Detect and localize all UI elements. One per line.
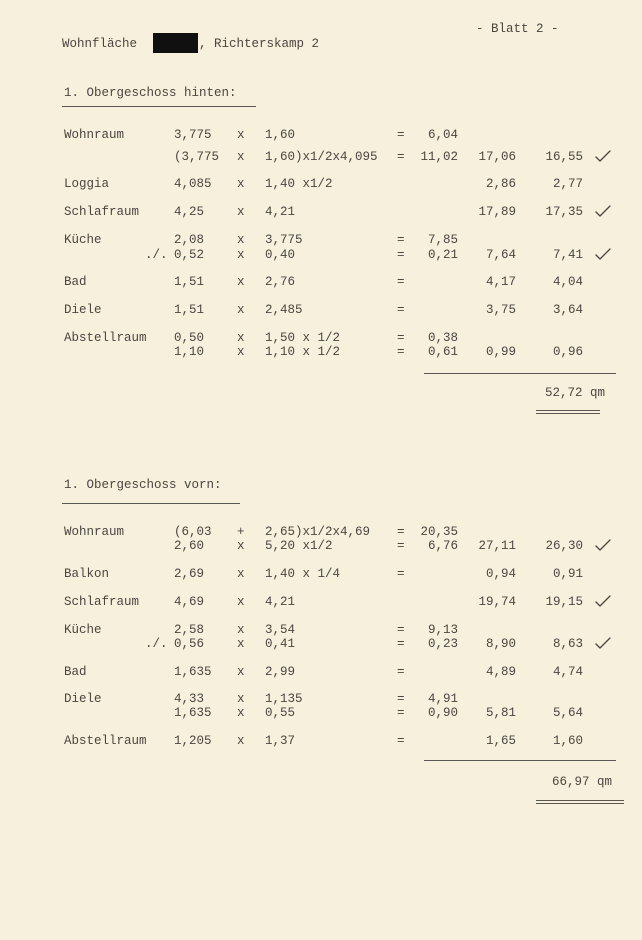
dimension-b: 1,60: [265, 128, 296, 142]
room-name: Küche: [64, 233, 102, 247]
checkmark-icon: [594, 636, 612, 650]
operator: x: [237, 233, 245, 247]
room-name: Wohnraum: [64, 525, 125, 539]
equals-sign: =: [397, 233, 405, 247]
partial-area: 9,13: [427, 623, 458, 637]
operator: x: [237, 734, 245, 748]
room-area: 3,75: [485, 303, 516, 317]
room-name: Wohnraum: [64, 128, 125, 142]
partial-area: 0,61: [427, 345, 458, 359]
room-name: Abstellraum: [64, 734, 147, 748]
operator: x: [237, 692, 245, 706]
room-name: Diele: [64, 692, 102, 706]
document-title-suffix: , Richterskamp 2: [199, 37, 320, 51]
equals-sign: =: [397, 734, 405, 748]
reduced-area: 1,60: [552, 734, 583, 748]
sum-line: [424, 373, 616, 374]
room-area: 17,06: [478, 150, 516, 164]
reduced-area: 5,64: [552, 706, 583, 720]
room-name: Schlafraum: [64, 205, 140, 219]
reduced-area: 7,41: [552, 248, 583, 262]
dimension-a: 0,52: [174, 248, 205, 262]
dimension-b: 4,21: [265, 205, 296, 219]
dimension-a: 2,58: [174, 623, 205, 637]
reduced-area: 17,35: [545, 205, 583, 219]
dimension-b: 1,10 x 1/2: [265, 345, 341, 359]
total-double-underline: [536, 410, 600, 414]
equals-sign: =: [397, 692, 405, 706]
partial-area: 0,90: [427, 706, 458, 720]
dimension-b: 2,99: [265, 665, 296, 679]
room-area: 5,81: [485, 706, 516, 720]
equals-sign: =: [397, 706, 405, 720]
dimension-b: 1,135: [265, 692, 303, 706]
checkmark-icon: [594, 149, 612, 163]
partial-area: 0,38: [427, 331, 458, 345]
room-name: Abstellraum: [64, 331, 147, 345]
dimension-a: 4,69: [174, 595, 205, 609]
partial-area: 0,23: [427, 637, 458, 651]
room-name: Balkon: [64, 567, 110, 581]
redaction-block: [153, 33, 198, 53]
section-heading: 1. Obergeschoss vorn:: [64, 478, 222, 492]
operator: +: [237, 525, 245, 539]
reduced-area: 3,64: [552, 303, 583, 317]
section-total: 66,97 qm: [551, 775, 612, 789]
partial-area: 4,91: [427, 692, 458, 706]
dimension-b: 0,55: [265, 706, 296, 720]
equals-sign: =: [397, 303, 405, 317]
dimension-b: 2,76: [265, 275, 296, 289]
room-name: Schlafraum: [64, 595, 140, 609]
room-name: Küche: [64, 623, 102, 637]
room-area: 0,94: [485, 567, 516, 581]
dimension-a: 1,51: [174, 303, 205, 317]
reduced-area: 4,04: [552, 275, 583, 289]
operator: x: [237, 177, 245, 191]
room-name: Bad: [64, 275, 87, 289]
dimension-b: 1,60)x1/2x4,095: [265, 150, 378, 164]
equals-sign: =: [397, 345, 405, 359]
operator: x: [237, 275, 245, 289]
dimension-b: 5,20 x1/2: [265, 539, 333, 553]
operator: x: [237, 128, 245, 142]
operator: x: [237, 665, 245, 679]
equals-sign: =: [397, 539, 405, 553]
dimension-a: 1,635: [174, 665, 212, 679]
dimension-b: 1,40 x1/2: [265, 177, 333, 191]
partial-area: 20,35: [420, 525, 458, 539]
equals-sign: =: [397, 150, 405, 164]
equals-sign: =: [397, 331, 405, 345]
dimension-a: 4,33: [174, 692, 205, 706]
reduced-area: 19,15: [545, 595, 583, 609]
equals-sign: =: [397, 275, 405, 289]
room-area: 7,64: [485, 248, 516, 262]
section-total: 52,72 qm: [544, 386, 605, 400]
equals-sign: =: [397, 637, 405, 651]
dimension-a: 1,635: [174, 706, 212, 720]
checkmark-icon: [594, 538, 612, 552]
total-double-underline: [536, 800, 624, 804]
dimension-b: 0,40: [265, 248, 296, 262]
room-area: 17,89: [478, 205, 516, 219]
dimension-b: 2,65)x1/2x4,69: [265, 525, 371, 539]
dimension-b: 1,40 x 1/4: [265, 567, 341, 581]
operator: x: [237, 150, 245, 164]
operator: x: [237, 303, 245, 317]
dimension-a: 4,25: [174, 205, 205, 219]
checkmark-icon: [594, 204, 612, 218]
dimension-a: 2,69: [174, 567, 205, 581]
page-number-label: - Blatt 2 -: [476, 22, 559, 36]
operator: x: [237, 248, 245, 262]
reduced-area: 0,96: [552, 345, 583, 359]
operator: x: [237, 331, 245, 345]
partial-area: 7,85: [427, 233, 458, 247]
sum-line: [424, 760, 616, 761]
section-heading: 1. Obergeschoss hinten:: [64, 86, 237, 100]
room-name: ./.: [145, 637, 168, 651]
dimension-a: 2,08: [174, 233, 205, 247]
room-area: 19,74: [478, 595, 516, 609]
operator: x: [237, 706, 245, 720]
operator: x: [237, 345, 245, 359]
partial-area: 6,04: [427, 128, 458, 142]
equals-sign: =: [397, 665, 405, 679]
dimension-b: 0,41: [265, 637, 296, 651]
partial-area: 0,21: [427, 248, 458, 262]
room-name: ./.: [145, 248, 168, 262]
operator: x: [237, 595, 245, 609]
dimension-b: 3,54: [265, 623, 296, 637]
room-area: 4,89: [485, 665, 516, 679]
dimension-b: 1,50 x 1/2: [265, 331, 341, 345]
equals-sign: =: [397, 623, 405, 637]
room-area: 1,65: [485, 734, 516, 748]
dimension-b: 1,37: [265, 734, 296, 748]
partial-area: 11,02: [420, 150, 458, 164]
reduced-area: 4,74: [552, 665, 583, 679]
room-name: Loggia: [64, 177, 110, 191]
equals-sign: =: [397, 128, 405, 142]
room-name: Bad: [64, 665, 87, 679]
room-area: 4,17: [485, 275, 516, 289]
room-area: 2,86: [485, 177, 516, 191]
reduced-area: 26,30: [545, 539, 583, 553]
heading-underline: [62, 106, 256, 107]
room-name: Diele: [64, 303, 102, 317]
heading-underline: [62, 503, 240, 504]
checkmark-icon: [594, 247, 612, 261]
dimension-a: 2,60: [174, 539, 205, 553]
equals-sign: =: [397, 248, 405, 262]
dimension-b: 3,775: [265, 233, 303, 247]
reduced-area: 2,77: [552, 177, 583, 191]
operator: x: [237, 205, 245, 219]
operator: x: [237, 567, 245, 581]
dimension-a: 0,50: [174, 331, 205, 345]
dimension-a: 1,205: [174, 734, 212, 748]
checkmark-icon: [594, 594, 612, 608]
dimension-b: 4,21: [265, 595, 296, 609]
dimension-a: (6,03: [174, 525, 212, 539]
dimension-b: 2,485: [265, 303, 303, 317]
dimension-a: 1,10: [174, 345, 205, 359]
partial-area: 6,76: [427, 539, 458, 553]
room-area: 27,11: [478, 539, 516, 553]
document-title-prefix: Wohnfläche: [62, 37, 138, 51]
dimension-a: 0,56: [174, 637, 205, 651]
room-area: 8,90: [485, 637, 516, 651]
dimension-a: (3,775: [174, 150, 220, 164]
reduced-area: 0,91: [552, 567, 583, 581]
operator: x: [237, 623, 245, 637]
dimension-a: 3,775: [174, 128, 212, 142]
dimension-a: 1,51: [174, 275, 205, 289]
reduced-area: 16,55: [545, 150, 583, 164]
operator: x: [237, 637, 245, 651]
equals-sign: =: [397, 567, 405, 581]
equals-sign: =: [397, 525, 405, 539]
operator: x: [237, 539, 245, 553]
dimension-a: 4,085: [174, 177, 212, 191]
reduced-area: 8,63: [552, 637, 583, 651]
room-area: 0,99: [485, 345, 516, 359]
